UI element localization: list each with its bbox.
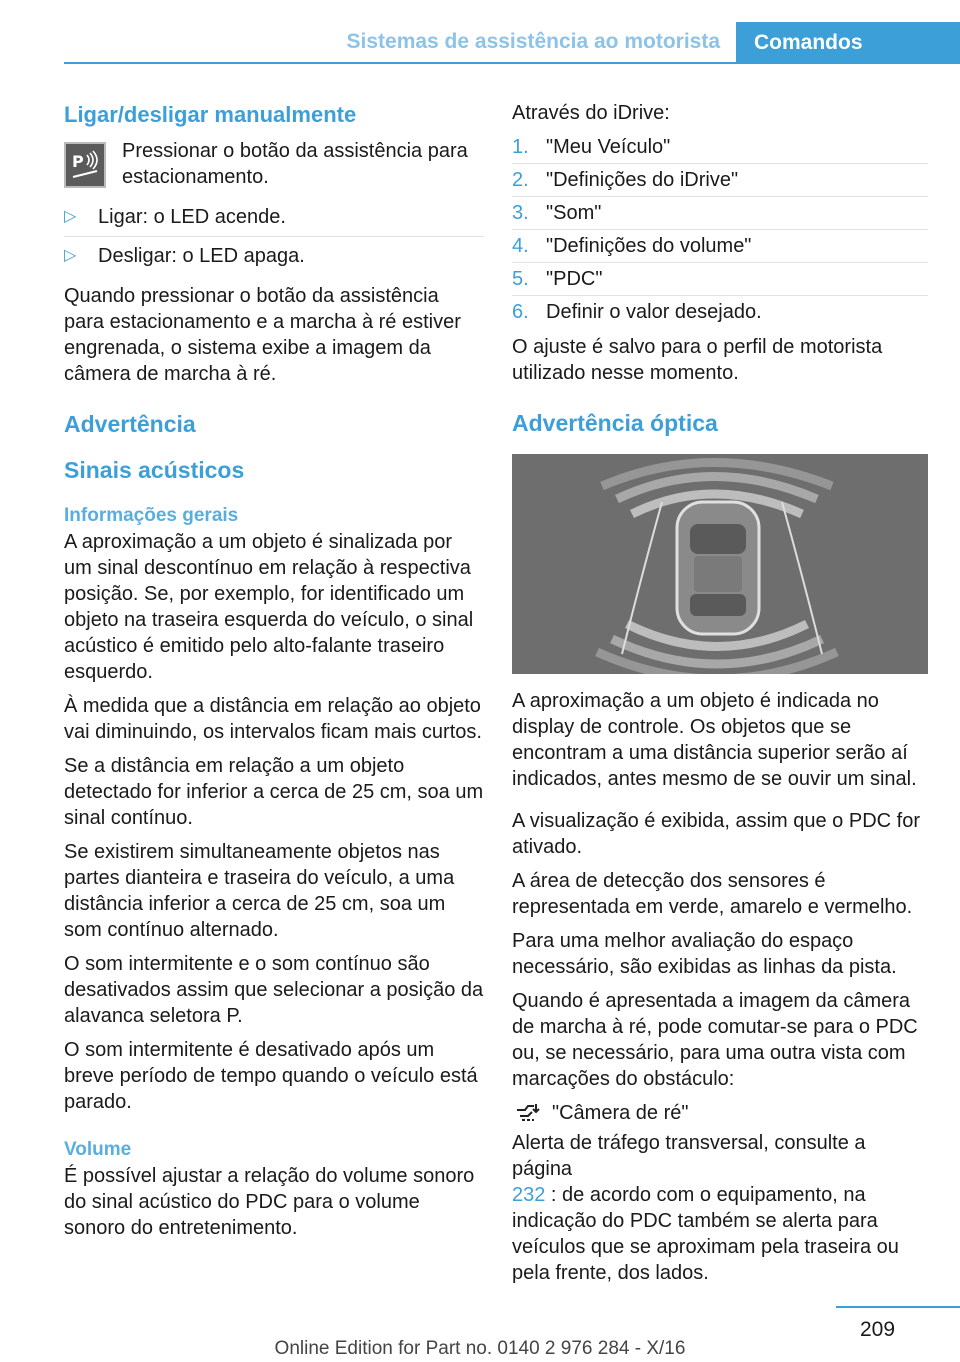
pdc-button-text: Pressionar o botão da assistência para estacionamento.: [122, 140, 468, 188]
bullet-text: Desligar: o LED apaga.: [98, 245, 305, 267]
pdc-button-instruction: [64, 138, 484, 190]
list-item: [512, 266, 928, 296]
step-number: 1.: [512, 136, 529, 158]
header-chapter-tab: [736, 22, 960, 64]
step-number: 6.: [512, 301, 529, 323]
page-number: 209: [860, 1318, 896, 1341]
step-text: "PDC": [546, 268, 603, 290]
paragraph: Para uma melhor avaliação do espaço necessário, são exibidas as linhas da pista.: [512, 930, 897, 978]
section-title-manual: Ligar/desligar manualmente: [64, 102, 357, 127]
heading-general-info: Informações gerais: [64, 505, 239, 526]
pdc-button-icon: [64, 142, 106, 188]
step-text: "Som": [546, 202, 602, 224]
heading-acoustic-signals: Sinais acústicos: [64, 457, 245, 483]
header-chapter-label: Comandos: [754, 31, 863, 54]
paragraph: O som intermitente é desativado após um breve período de tempo quando o veículo está parado.: [64, 1039, 478, 1113]
heading-optical-warning: Advertência óptica: [512, 410, 718, 436]
paragraph: Se a distância em relação a um objeto detectado for inferior a cerca de 25 cm, soa um sinal contínuo.: [64, 755, 484, 829]
heading-volume: Volume: [64, 1139, 132, 1160]
rear-camera-icon: [514, 1102, 542, 1124]
header-section-title: Sistemas de assistência ao motorista: [346, 30, 720, 53]
camera-option-label: "Câmera de ré": [552, 1102, 689, 1124]
paragraph: O ajuste é salvo para o perfil de motorista utilizado nesse momento.: [512, 336, 883, 384]
step-number: 4.: [512, 235, 529, 257]
header-rule: [64, 62, 960, 64]
left-column: [64, 100, 484, 1249]
page-link[interactable]: 232: [512, 1184, 546, 1206]
footer-rule: [836, 1306, 960, 1308]
right-column: [512, 100, 928, 1294]
step-text: "Definições do volume": [546, 235, 752, 257]
step-text: "Definições do iDrive": [546, 169, 739, 191]
paragraph: O som intermitente e o som contínuo são desativados assim que selecionar a posição da alavanca seletora P.: [64, 953, 484, 1027]
led-bullet-list: [64, 204, 484, 275]
list-item: [512, 200, 928, 230]
camera-option: [512, 1100, 928, 1126]
paragraph: Quando pressionar o botão da assistência para estacionamento e a marcha à ré estiver engrenada, o sistema exibe a imagem da câmera de marcha à ré.: [64, 285, 461, 385]
heading-warning: Advertência: [64, 411, 196, 437]
paragraph: Se existirem simultaneamente objetos nas partes dianteira e traseira do veículo, a uma distância inferior a cerca de 25 cm, soa um som contínuo alternado.: [64, 841, 455, 941]
footer-edition: Online Edition for Part no. 0140 2 976 284 - X/16: [274, 1338, 686, 1359]
paragraph: À medida que a distância em relação ao objeto vai diminuindo, os intervalos ficam mais curtos.: [64, 695, 482, 743]
cross-traffic-text-rest: : de acordo com o equipamento, na indicação do PDC também se alerta para veículos que se aproximam pela traseira ou pela frente, dos lados.: [512, 1184, 899, 1284]
paragraph: Através do iDrive:: [512, 102, 670, 124]
bullet-text: Ligar: o LED acende.: [98, 206, 286, 228]
list-item: [512, 167, 928, 197]
list-item: [64, 204, 484, 237]
list-item: [512, 233, 928, 263]
pdc-car-sensor-image: [512, 454, 928, 674]
idrive-steps-list: [512, 134, 928, 328]
paragraph: A aproximação a um objeto é sinalizada por um sinal descontínuo em relação à respectiva posição. Se, por exemplo, for identificado um objeto na traseira esquerda do veículo, o sinal acústico é emitido pelo alto-falante traseiro esquerdo.: [64, 531, 474, 683]
triangle-bullet-icon: ▷: [64, 208, 77, 225]
paragraph: A visualização é exibida, assim que o PDC for ativado.: [512, 810, 920, 858]
step-number: 5.: [512, 268, 529, 290]
list-item: [512, 134, 928, 164]
step-text: Definir o valor desejado.: [546, 301, 762, 323]
cross-traffic-text: Alerta de tráfego transversal, consulte a página: [512, 1132, 866, 1180]
list-item: [64, 243, 484, 275]
paragraph: Quando é apresentada a imagem da câmera de marcha à ré, pode comutar-se para o PDC ou, se necessário, para uma outra vista com marcações do obstáculo:: [512, 990, 918, 1090]
step-number: 2.: [512, 169, 529, 191]
list-item: [512, 299, 928, 328]
svg-text:P: P: [72, 152, 84, 171]
step-text: "Meu Veículo": [546, 136, 671, 158]
pdc-display-illustration: [512, 454, 928, 674]
paragraph: A aproximação a um objeto é indicada no display de controle. Os objetos que se encontram a uma distância superior serão aí indicados, antes mesmo de se ouvir um sinal.: [512, 690, 917, 790]
step-number: 3.: [512, 202, 529, 224]
paragraph-cross-traffic: [512, 1130, 928, 1286]
paragraph: É possível ajustar a relação do volume sonoro do sinal acústico do PDC para o volume sonoro do entretenimento.: [64, 1165, 475, 1239]
paragraph: A área de detecção dos sensores é representada em verde, amarelo e vermelho.: [512, 870, 913, 918]
triangle-bullet-icon: ▷: [64, 247, 77, 264]
